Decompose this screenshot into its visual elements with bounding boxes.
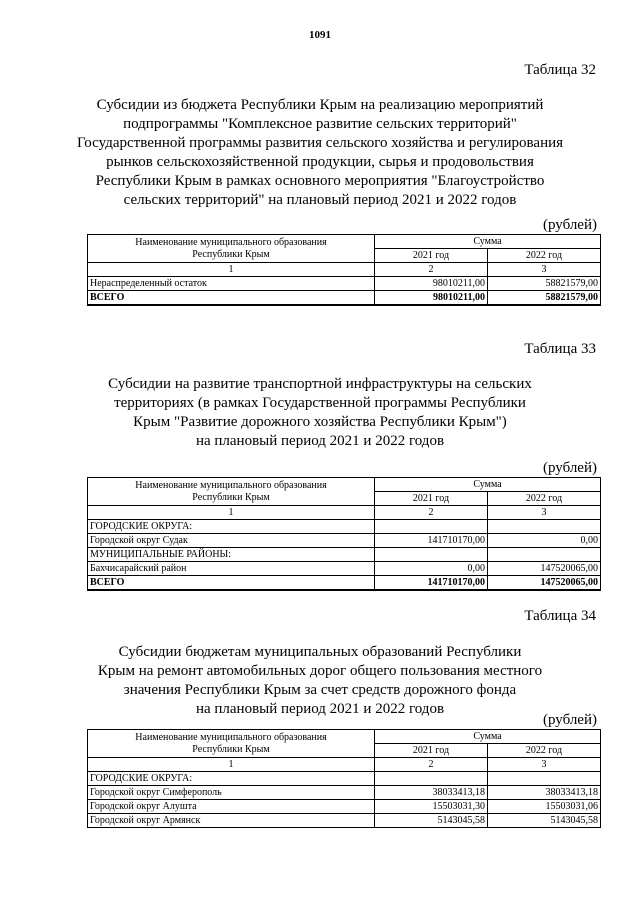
row-name: Бахчисарайский район	[88, 562, 375, 576]
row-value-2021: 15503031,30	[375, 800, 488, 814]
row-name: Нераспределенный остаток	[88, 277, 375, 291]
title-line: сельских территорий" на плановый период 2021 и 2022 годов	[123, 192, 517, 208]
col-number-2: 2	[375, 506, 488, 520]
table-34	[87, 729, 601, 828]
row-value-2021	[375, 548, 488, 562]
header-2021: 2021 год	[375, 492, 488, 506]
total-2022: 147520065,00	[488, 576, 601, 591]
total-2021: 141710170,00	[375, 576, 488, 591]
row-value-2021	[375, 772, 488, 786]
title-line: Субсидии на развитие транспортной инфраструктуры на сельских	[108, 376, 532, 392]
row-name: ГОРОДСКИЕ ОКРУГА:	[88, 520, 375, 534]
table-row	[88, 772, 601, 786]
row-value-2021	[375, 520, 488, 534]
col-number-3: 3	[488, 506, 601, 520]
row-value-2021: 141710170,00	[375, 534, 488, 548]
header-sum: Сумма	[375, 730, 601, 744]
row-value-2022: 58821579,00	[488, 277, 601, 291]
table-33-label: Таблица 33	[524, 341, 596, 357]
total-label: ВСЕГО	[88, 576, 375, 591]
table-33	[87, 477, 601, 591]
table-32-units: (рублей)	[542, 217, 597, 233]
row-name: ГОРОДСКИЕ ОКРУГА:	[88, 772, 375, 786]
table-33-title	[60, 375, 580, 451]
row-name: Городской округ Симферополь	[88, 786, 375, 800]
title-line: рынков сельскохозяйственной продукции, сырья и продовольствия	[106, 154, 534, 170]
header-sum: Сумма	[375, 235, 601, 249]
header-sum: Сумма	[375, 478, 601, 492]
header-2022: 2022 год	[488, 492, 601, 506]
table-row	[88, 277, 601, 291]
header-name-cell: Наименование муниципального образования Республики Крым	[88, 730, 375, 758]
table-34-label: Таблица 34	[524, 608, 596, 624]
title-line: территориях (в рамках Государственной программы Республики	[114, 395, 526, 411]
table-32-label: Таблица 32	[524, 62, 596, 78]
row-value-2022: 0,00	[488, 534, 601, 548]
title-line: подпрограммы "Комплексное развитие сельских территорий"	[123, 116, 517, 132]
table-row	[88, 534, 601, 548]
title-line: на плановый период 2021 и 2022 годов	[195, 433, 445, 449]
col-number-1: 1	[88, 263, 375, 277]
title-line: Крым на ремонт автомобильных дорог общего пользования местного	[97, 663, 543, 679]
row-value-2022: 147520065,00	[488, 562, 601, 576]
total-2022: 58821579,00	[488, 291, 601, 306]
row-value-2022: 15503031,06	[488, 800, 601, 814]
table-row	[88, 520, 601, 534]
header-name-cell: Наименование муниципального образования Республики Крым	[88, 235, 375, 263]
col-number-3: 3	[488, 263, 601, 277]
table-33-units: (рублей)	[542, 460, 597, 476]
title-line: Государственной программы развития сельского хозяйства и регулирования	[76, 135, 564, 151]
title-line: Республики Крым в рамках основного мероприятия "Благоустройство	[95, 173, 545, 189]
title-line: значения Республики Крым за счет средств дорожного фонда	[123, 682, 517, 698]
row-value-2021: 5143045,58	[375, 814, 488, 828]
total-label: ВСЕГО	[88, 291, 375, 306]
header-2021: 2021 год	[375, 249, 488, 263]
table-row	[88, 786, 601, 800]
row-value-2022	[488, 520, 601, 534]
row-value-2021: 98010211,00	[375, 277, 488, 291]
page-number: 1091	[309, 29, 331, 41]
row-name: Городской округ Судак	[88, 534, 375, 548]
row-name: Городской округ Армянск	[88, 814, 375, 828]
row-value-2022: 5143045,58	[488, 814, 601, 828]
col-number-1: 1	[88, 506, 375, 520]
row-name: Городской округ Алушта	[88, 800, 375, 814]
header-name-cell: Наименование муниципального образования Республики Крым	[88, 478, 375, 506]
row-value-2022	[488, 772, 601, 786]
header-2022: 2022 год	[488, 249, 601, 263]
col-number-2: 2	[375, 263, 488, 277]
header-2021: 2021 год	[375, 744, 488, 758]
total-row	[88, 576, 601, 591]
table-row	[88, 814, 601, 828]
row-name: МУНИЦИПАЛЬНЫЕ РАЙОНЫ:	[88, 548, 375, 562]
table-34-units: (рублей)	[542, 712, 597, 728]
col-number-1: 1	[88, 758, 375, 772]
table-32	[87, 234, 601, 306]
table-32-title	[60, 96, 580, 210]
row-value-2022: 38033413,18	[488, 786, 601, 800]
total-row	[88, 291, 601, 306]
header-2022: 2022 год	[488, 744, 601, 758]
col-number-2: 2	[375, 758, 488, 772]
title-line: Субсидии из бюджета Республики Крым на реализацию мероприятий	[96, 97, 544, 113]
row-value-2021: 0,00	[375, 562, 488, 576]
total-2021: 98010211,00	[375, 291, 488, 306]
table-34-title	[60, 643, 580, 719]
col-number-3: 3	[488, 758, 601, 772]
table-row	[88, 548, 601, 562]
row-value-2021: 38033413,18	[375, 786, 488, 800]
table-row	[88, 562, 601, 576]
title-line: Крым "Развитие дорожного хозяйства Республики Крым")	[133, 414, 507, 430]
title-line: Субсидии бюджетам муниципальных образований Республики	[118, 644, 522, 660]
row-value-2022	[488, 548, 601, 562]
table-row	[88, 800, 601, 814]
title-line: на плановый период 2021 и 2022 годов	[195, 701, 445, 717]
